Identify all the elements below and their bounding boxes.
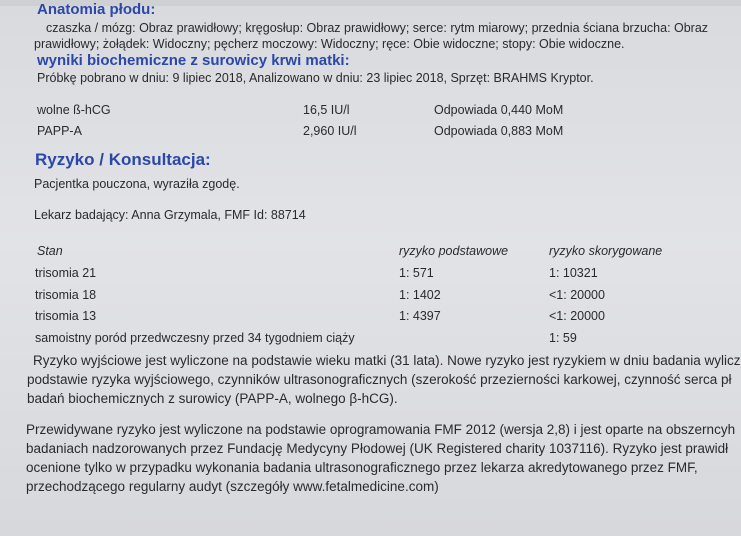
para1-line-2: podstawie ryzyka wyjściowego, czynników ultrasonograficznych (szerokość przezierności karkowej, czynność serca pł bbox=[27, 372, 732, 387]
risk-heading: Ryzyko / Konsultacja: bbox=[35, 150, 211, 169]
doctor-text: Lekarz badający: Anna Grzymala, FMF Id: 88714 bbox=[34, 208, 306, 222]
para1-line-1: Ryzyko wyjściowe jest wyliczone na podstawie wieku matki (31 lata). Nowe ryzyko jest ryzykiem w dniu badania wylicz bbox=[33, 353, 741, 368]
risk-adj-1: <1: 20000 bbox=[549, 288, 605, 302]
biochem-heading: wyniki biochemiczne z surowicy krwi matki: bbox=[37, 52, 350, 69]
risk-state-1: trisomia 18 bbox=[35, 288, 97, 302]
para2-line-2: badaniach nadzorowanych przez Fundację Medycyny Płodowej (UK Registered charity 1037116). Ryzyko jest prawidł bbox=[26, 441, 729, 456]
para2-line-4: przechodzącego regularny audyt (szczegóły www.fetalmedicine.com) bbox=[26, 479, 439, 494]
risk-adj-2: <1: 20000 bbox=[549, 309, 605, 323]
consent-text: Pacjentka pouczona, wyraziła zgodę. bbox=[34, 177, 240, 191]
anatomy-heading: Anatomia płodu: bbox=[37, 1, 156, 18]
para1-line-3: badań biochemicznych z surowicy (PAPP-A, wolnego β-hCG). bbox=[27, 391, 398, 406]
col-state-header: Stan bbox=[37, 244, 63, 258]
anatomy-line-2: prawidłowy; żołądek: Widoczny; pęcherz moczowy: Widoczny; ręce: Obie widoczne; stopy: Obie widoczne. bbox=[34, 37, 625, 51]
para2-line-1: Przewidywane ryzyko jest wyliczone na podstawie oprogramowania FMF 2012 (wersja 2,8) i jest oparte na obszerncyh bbox=[26, 422, 736, 437]
risk-state-2: trisomia 13 bbox=[35, 309, 97, 323]
risk-adj-0: 1: 10321 bbox=[549, 266, 598, 280]
bio-name-1: PAPP-A bbox=[37, 124, 82, 138]
bio-mom-1: Odpowiada 0,883 MoM bbox=[434, 124, 564, 138]
para2-line-3: ocenione tylko w przypadku wykonania badania ultrasonograficznego przez lekarza akredytowanego przez FMF, bbox=[26, 460, 698, 475]
risk-state-3: samoistny poród przedwczesny przed 34 tygodniem ciąży bbox=[35, 331, 355, 345]
bio-name-0: wolne ß-hCG bbox=[37, 103, 111, 117]
col-adj-header: ryzyko skorygowane bbox=[549, 244, 663, 258]
bio-value-0: 16,5 IU/l bbox=[303, 103, 350, 117]
risk-base-0: 1: 571 bbox=[399, 266, 434, 280]
sample-line: Próbkę pobrano w dniu: 9 lipiec 2018, Analizowano w dniu: 23 lipiec 2018, Sprzęt: BRAHMS Kryptor. bbox=[37, 71, 594, 85]
bio-mom-0: Odpowiada 0,440 MoM bbox=[434, 103, 564, 117]
bio-value-1: 2,960 IU/l bbox=[303, 124, 357, 138]
col-base-header: ryzyko podstawowe bbox=[399, 244, 509, 258]
anatomy-line-1: czaszka / mózg: Obraz prawidłowy; kręgosłup: Obraz prawidłowy; serce: rytm miarowy; przednia ściana brzucha: Obraz bbox=[46, 21, 709, 35]
risk-base-2: 1: 4397 bbox=[399, 309, 441, 323]
risk-base-1: 1: 1402 bbox=[399, 288, 441, 302]
risk-state-0: trisomia 21 bbox=[35, 266, 97, 280]
risk-adj-3: 1: 59 bbox=[549, 331, 577, 345]
